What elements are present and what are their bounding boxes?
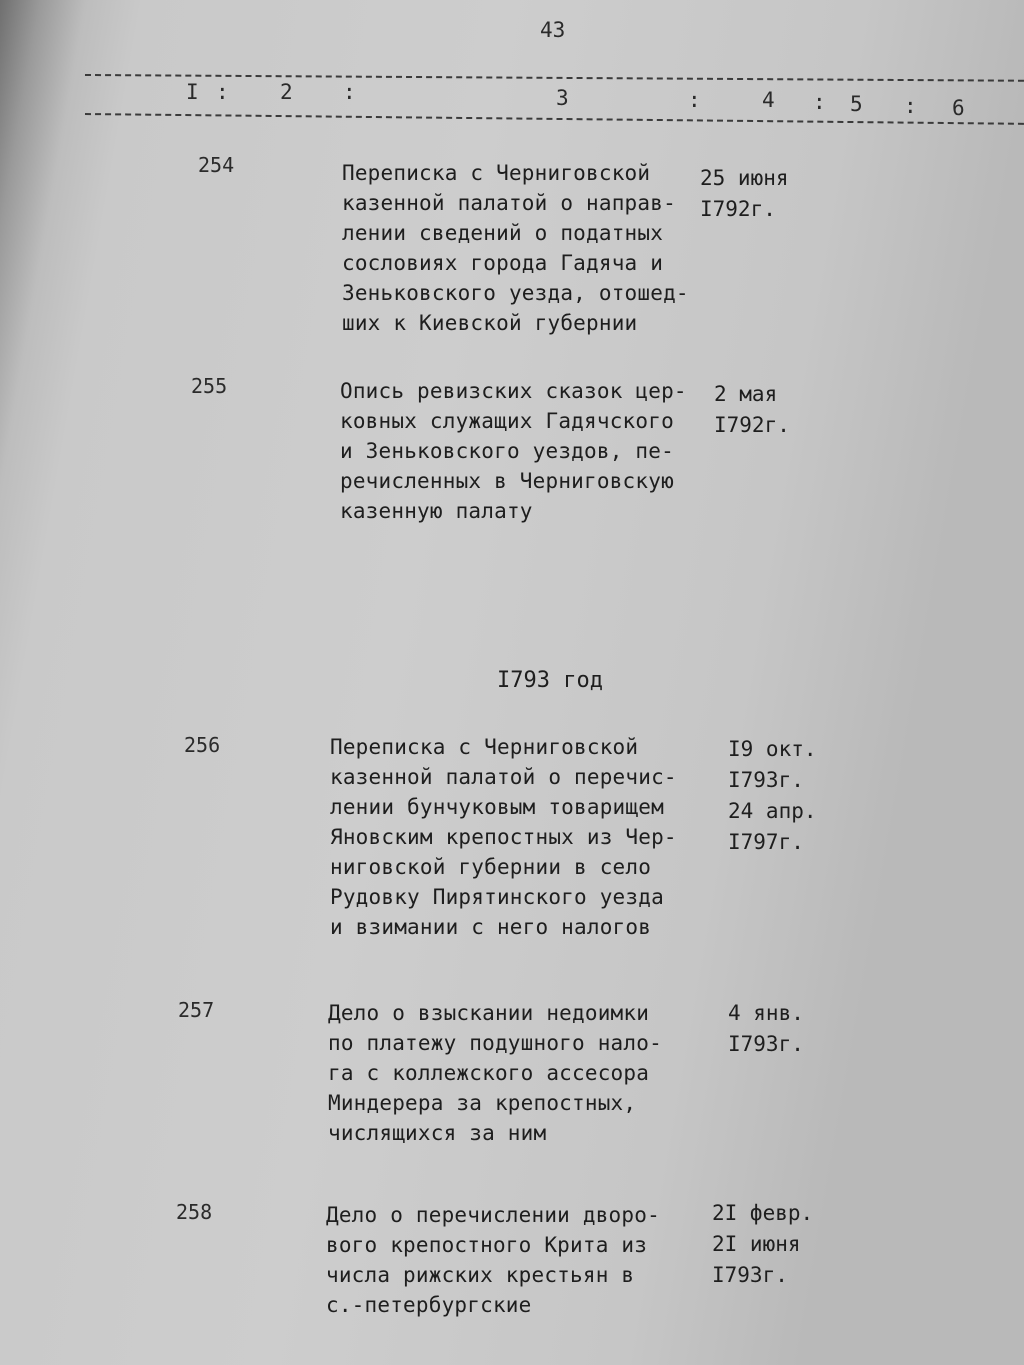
entry-description: Дело о взыскании недоимки по платежу подушного нало- га с коллежского ассесора Миндерера за крепостных, числящихся за ним [328,1001,662,1145]
entry-date: 2 мая I792г. [714,382,790,437]
column-separator: : [813,90,826,114]
year-heading: I793 год [497,668,603,693]
column-header-6: 6 [952,96,965,120]
entry-description: Переписка с Черниговской казенной палатой о направ- лении сведений о податных сословиях города Гадяча и Зеньковского уезда, отошед- ших к Киевской губернии [342,161,689,335]
column-separator: : [904,94,917,118]
entry-date: 2I февр. 2I июня I793г. [712,1201,814,1287]
entry-description: Переписка с Черниговской казенной палатой о перечис- лении бунчуковым товарищем Яновским крепостных из Чер- ниговской губернии в село Рудовку Пирятинского уезда и взимании с него налогов [330,735,677,939]
column-header-3: 3 [556,86,569,110]
entry-description: Опись ревизских сказок цер- ковных служащих Гадячского и Зеньковского уездов, пе- речисленных в Черниговскую казенную палату [340,379,687,523]
entry-date: 4 янв. I793г. [728,1001,804,1056]
entry-number: 255 [191,374,228,398]
entry-date: 25 июня I792г. [700,166,789,221]
column-separator: : [688,88,701,112]
header-rule-bottom [85,113,1024,125]
column-header-4: 4 [762,88,775,112]
entry-number: 256 [184,733,221,757]
entry-number: 258 [176,1200,213,1224]
entry-number: 257 [178,998,215,1022]
column-header-row [0,80,1024,120]
entry-number: 254 [198,153,235,177]
column-separator: : [216,80,229,104]
column-header-1: I [186,80,199,104]
column-header-5: 5 [850,92,863,116]
page-number: 43 [540,18,566,42]
entry-date: I9 окт. I793г. 24 апр. I797г. [728,737,817,854]
entry-description: Дело о перечислении дворо- вого крепостного Крита из числа рижских крестьян в с.-петербургские [326,1203,660,1317]
column-separator: : [343,80,356,104]
column-header-2: 2 [280,80,293,104]
